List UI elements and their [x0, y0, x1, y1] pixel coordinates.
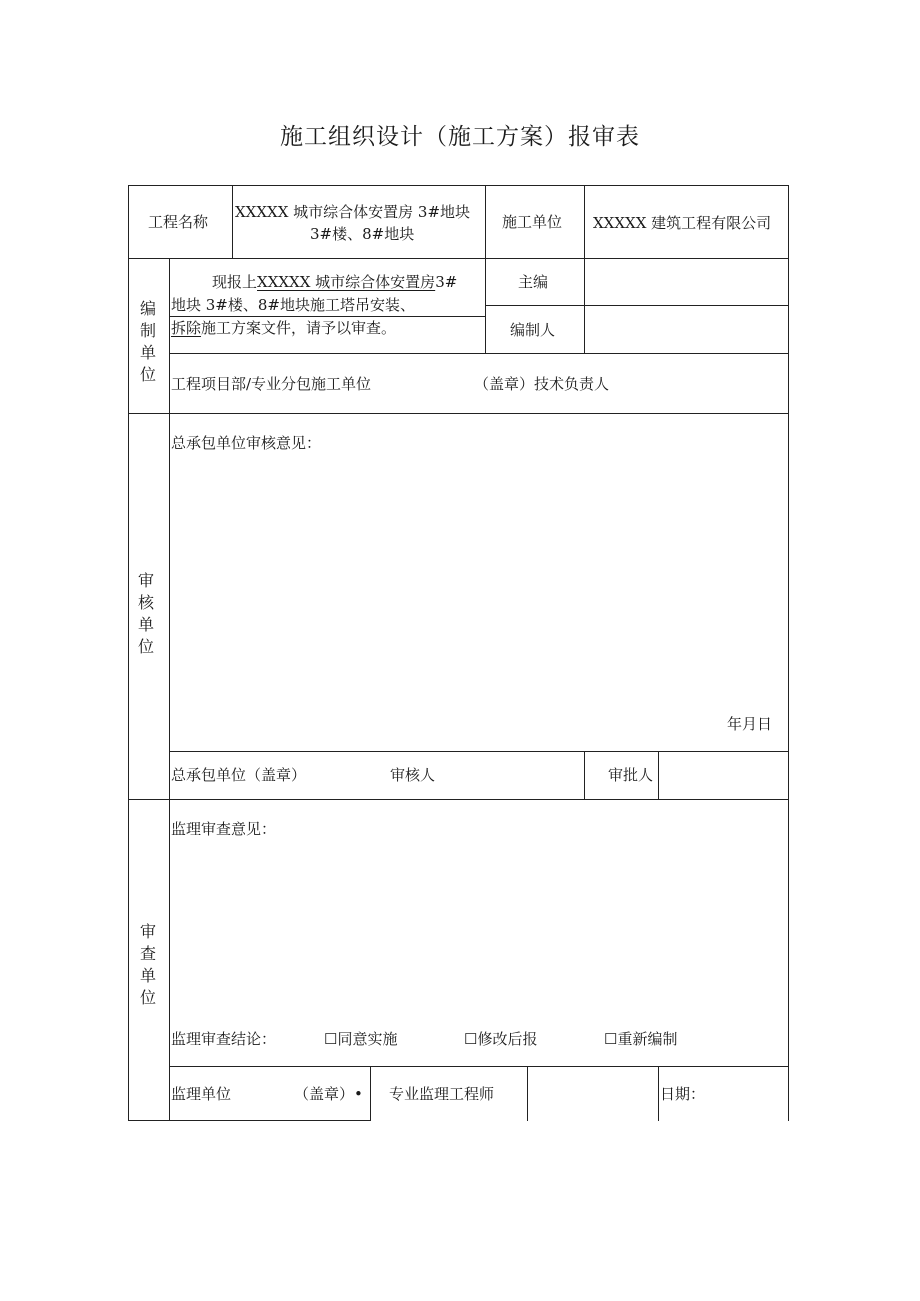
option-recompile-label: 重新编制: [617, 1030, 678, 1048]
review-opinion-label: 监理审查意见：: [171, 820, 277, 838]
option-revise[interactable]: [464, 1028, 537, 1050]
report-project-underlined: XXXXX 城市综合体安置房: [257, 273, 436, 291]
auditor-label: 审核人: [390, 766, 436, 784]
option-approve[interactable]: [324, 1028, 397, 1050]
review-unit-label: 审查单位: [139, 922, 156, 1007]
checkbox-icon[interactable]: ☐: [324, 1030, 338, 1048]
report-line3: [171, 317, 396, 339]
supervisor-seal-label: （盖章）•: [294, 1085, 363, 1103]
audit-date-label: 年月日: [727, 715, 773, 733]
option-revise-label: 修改后报: [477, 1030, 538, 1048]
audit-unit-label: 审核单位: [137, 571, 154, 656]
review-opinion-field[interactable]: [172, 844, 784, 1014]
supervisor-unit-label: 监理单位: [171, 1085, 232, 1103]
general-contractor-seal-label: 总承包单位（盖章）: [171, 766, 307, 784]
project-name-label: 工程名称: [148, 213, 209, 231]
compiler-label: 编制人: [510, 321, 556, 339]
project-name-value-line2: 3#楼、8#地块: [310, 225, 415, 243]
chief-editor-field[interactable]: [586, 260, 786, 303]
contractor-value: XXXXX 建筑工程有限公司: [593, 214, 772, 232]
report-line2: 地块 3#楼、8#地块施工塔吊安装、: [171, 296, 415, 314]
contractor-label: 施工单位: [502, 213, 563, 231]
supervising-engineer-label: 专业监理工程师: [389, 1085, 495, 1103]
compiler-field[interactable]: [586, 307, 786, 351]
audit-opinion-label: 总承包单位审核意见：: [171, 434, 322, 452]
seal-tech-lead-label: （盖章）技术负责人: [474, 375, 610, 393]
option-recompile[interactable]: [604, 1028, 677, 1050]
compile-unit-label: 编制单位: [139, 299, 156, 384]
review-date-label: 日期：: [660, 1085, 706, 1103]
form-title: 施工组织设计（施工方案）报审表: [280, 124, 640, 150]
approver-field[interactable]: [660, 753, 786, 797]
audit-opinion-field[interactable]: [172, 458, 784, 708]
report-line1: [212, 271, 457, 293]
option-approve-label: 同意实施: [337, 1030, 398, 1048]
report-line3-rest: 施工方案文件，请予以审查。: [201, 319, 397, 337]
review-conclusion-label: 监理审查结论：: [171, 1030, 277, 1048]
supervising-engineer-field[interactable]: [529, 1068, 656, 1118]
review-date-field[interactable]: [705, 1068, 785, 1118]
checkbox-icon[interactable]: ☐: [464, 1030, 478, 1048]
project-name-value-line1: XXXXX 城市综合体安置房 3#地块: [235, 203, 471, 221]
sign-line-label: 工程项目部/专业分包施工单位: [171, 375, 372, 393]
report-prefix: 现报上: [212, 273, 258, 291]
report-suffix: 3#: [435, 273, 458, 291]
approver-label: 审批人: [608, 766, 654, 784]
chief-editor-label: 主编: [518, 273, 549, 291]
checkbox-icon[interactable]: ☐: [604, 1030, 618, 1048]
report-dismantle-underlined: 拆除: [171, 319, 202, 337]
